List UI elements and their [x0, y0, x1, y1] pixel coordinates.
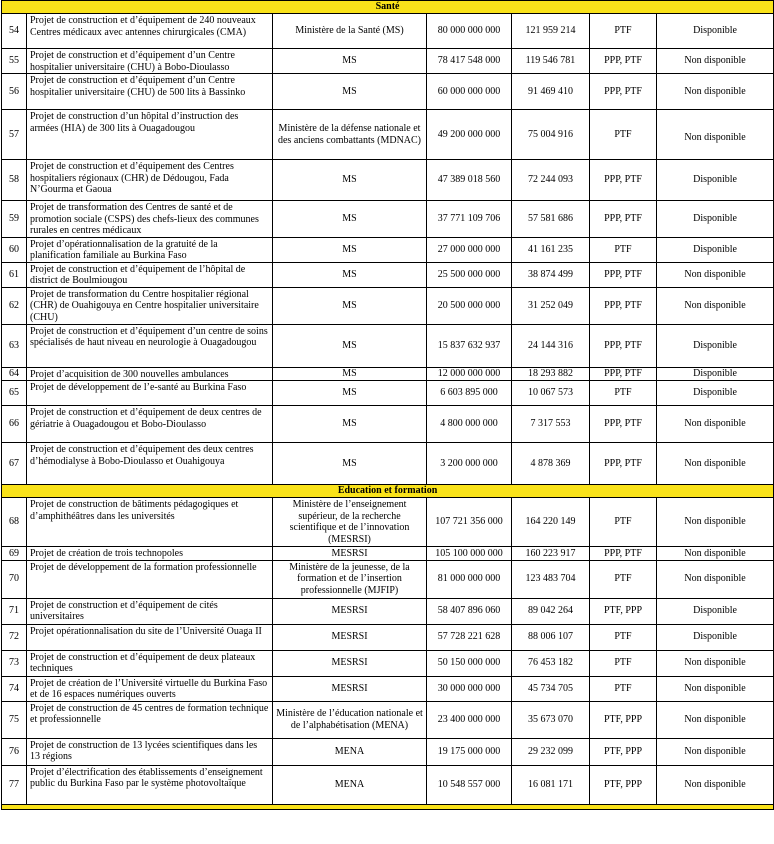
cost-eur: 41 161 235	[512, 237, 590, 262]
financing-mode: PPP, PTF	[590, 406, 657, 443]
project-name: Projet de création de trois technopoles	[27, 547, 273, 561]
project-name: Projet de construction et d’équipement des deux centres d’hémodialyse à Bobo-Dioulasso et Ouahigouya	[27, 443, 273, 485]
cost-fcfa: 20 500 000 000	[427, 287, 512, 324]
cost-eur: 18 293 882	[512, 367, 590, 381]
project-name: Projet de transformation du Centre hospitalier régional (CHR) de Ouahigouya en Centre hospitalier universitaire (CHU)	[27, 287, 273, 324]
section-title-cut	[2, 804, 774, 809]
row-number: 67	[2, 443, 27, 485]
financing-mode: PTF, PPP	[590, 765, 657, 804]
project-name: Projet de construction et d’équipement de cités universitaires	[27, 598, 273, 624]
study-status: Non disponible	[657, 262, 774, 287]
table-row	[2, 110, 774, 160]
agency-name: Ministère de l’éducation nationale et de l’alphabétisation (MENA)	[273, 701, 427, 738]
project-name: Projet de construction et d’équipement d’un Centre hospitalier universitaire (CHU) à Bobo-Dioulasso	[27, 49, 273, 74]
table-row	[2, 547, 774, 561]
row-number: 60	[2, 237, 27, 262]
table-row	[2, 650, 774, 676]
cost-eur: 72 244 093	[512, 160, 590, 201]
project-name: Projet de développement de l’e-santé au Burkina Faso	[27, 381, 273, 406]
study-status: Non disponible	[657, 738, 774, 765]
cost-fcfa: 6 603 895 000	[427, 381, 512, 406]
cost-fcfa: 15 837 632 937	[427, 324, 512, 367]
cost-fcfa: 50 150 000 000	[427, 650, 512, 676]
table-row	[2, 624, 774, 650]
cost-eur: 160 223 917	[512, 547, 590, 561]
row-number: 62	[2, 287, 27, 324]
cost-fcfa: 23 400 000 000	[427, 701, 512, 738]
project-name: Projet de construction et d’équipement de deux plateaux techniques	[27, 650, 273, 676]
table-row	[2, 443, 774, 485]
cost-fcfa: 81 000 000 000	[427, 560, 512, 598]
table-row	[2, 598, 774, 624]
study-status: Non disponible	[657, 406, 774, 443]
project-name: Projet de transformation des Centres de santé et de promotion sociale (CSPS) des chefs-lieux des communes rurales en centres médicaux	[27, 201, 273, 238]
table-row	[2, 560, 774, 598]
project-name: Projet de construction de 13 lycées scientifiques dans les 13 régions	[27, 738, 273, 765]
row-number: 77	[2, 765, 27, 804]
row-number: 61	[2, 262, 27, 287]
study-status: Non disponible	[657, 701, 774, 738]
financing-mode: PPP, PTF	[590, 74, 657, 110]
row-number: 56	[2, 74, 27, 110]
table-row	[2, 237, 774, 262]
row-number: 69	[2, 547, 27, 561]
section-title: Santé	[2, 1, 774, 14]
study-status: Non disponible	[657, 765, 774, 804]
financing-mode: PTF, PPP	[590, 738, 657, 765]
study-status: Disponible	[657, 201, 774, 238]
cost-eur: 91 469 410	[512, 74, 590, 110]
agency-name: MENA	[273, 765, 427, 804]
cost-eur: 38 874 499	[512, 262, 590, 287]
financing-mode: PPP, PTF	[590, 443, 657, 485]
cost-eur: 31 252 049	[512, 287, 590, 324]
study-status: Non disponible	[657, 676, 774, 701]
row-number: 66	[2, 406, 27, 443]
agency-name: MENA	[273, 738, 427, 765]
study-status: Non disponible	[657, 560, 774, 598]
cost-fcfa: 12 000 000 000	[427, 367, 512, 381]
project-name: Projet d’électrification des établissements d’enseignement public du Burkina Faso par le système photovoltaïque	[27, 765, 273, 804]
agency-name: Ministère de la jeunesse, de la formation et de l’insertion professionnelle (MJFIP)	[273, 560, 427, 598]
row-number: 75	[2, 701, 27, 738]
project-name: Projet de construction de bâtiments pédagogiques et d’amphithéâtres dans les universités	[27, 498, 273, 547]
agency-name: MESRSI	[273, 624, 427, 650]
study-status: Non disponible	[657, 498, 774, 547]
cost-eur: 123 483 704	[512, 560, 590, 598]
row-number: 76	[2, 738, 27, 765]
cost-eur: 88 006 107	[512, 624, 590, 650]
table-row	[2, 262, 774, 287]
study-status: Disponible	[657, 324, 774, 367]
project-name: Projet de construction et d’équipement de deux centres de gériatrie à Ouagadougou et Bobo-Dioulasso	[27, 406, 273, 443]
cost-eur: 24 144 316	[512, 324, 590, 367]
agency-name: MS	[273, 237, 427, 262]
financing-mode: PTF	[590, 676, 657, 701]
table-body	[2, 1, 774, 810]
financing-mode: PPP, PTF	[590, 262, 657, 287]
financing-mode: PPP, PTF	[590, 201, 657, 238]
cost-fcfa: 58 407 896 060	[427, 598, 512, 624]
financing-mode: PPP, PTF	[590, 324, 657, 367]
agency-name: MS	[273, 49, 427, 74]
agency-name: MS	[273, 201, 427, 238]
table-row	[2, 287, 774, 324]
project-name: Projet de développement de la formation professionnelle	[27, 560, 273, 598]
agency-name: MS	[273, 160, 427, 201]
row-number: 64	[2, 367, 27, 381]
row-number: 65	[2, 381, 27, 406]
cost-fcfa: 3 200 000 000	[427, 443, 512, 485]
cost-eur: 75 004 916	[512, 110, 590, 160]
agency-name: MESRSI	[273, 676, 427, 701]
row-number: 54	[2, 14, 27, 49]
cost-fcfa: 37 771 109 706	[427, 201, 512, 238]
cost-eur: 4 878 369	[512, 443, 590, 485]
financing-mode: PPP, PTF	[590, 287, 657, 324]
table-row	[2, 406, 774, 443]
agency-name: MS	[273, 406, 427, 443]
agency-name: MESRSI	[273, 598, 427, 624]
agency-name: MS	[273, 324, 427, 367]
cost-fcfa: 107 721 356 000	[427, 498, 512, 547]
study-status: Non disponible	[657, 74, 774, 110]
project-name: Projet de construction et d’équipement de l’hôpital de district de Boulmiougou	[27, 262, 273, 287]
cost-fcfa: 19 175 000 000	[427, 738, 512, 765]
table-row	[2, 367, 774, 381]
agency-name: MS	[273, 262, 427, 287]
table-row	[2, 498, 774, 547]
table-row	[2, 201, 774, 238]
row-number: 57	[2, 110, 27, 160]
financing-mode: PPP, PTF	[590, 160, 657, 201]
financing-mode: PTF	[590, 624, 657, 650]
agency-name: MS	[273, 367, 427, 381]
financing-mode: PTF	[590, 650, 657, 676]
study-status: Non disponible	[657, 49, 774, 74]
section-title: Education et formation	[2, 485, 774, 498]
project-name: Projet de construction et d’équipement d’un centre de soins spécialisés de haut niveau en neurologie à Ouagadougou	[27, 324, 273, 367]
study-status: Disponible	[657, 624, 774, 650]
cost-fcfa: 25 500 000 000	[427, 262, 512, 287]
agency-name: MS	[273, 443, 427, 485]
table-row	[2, 160, 774, 201]
project-name: Projet de construction et d’équipement des Centres hospitaliers régionaux (CHR) de Dédougou, Fada N’Gourma et Gaoua	[27, 160, 273, 201]
cost-eur: 164 220 149	[512, 498, 590, 547]
agency-name: Ministère de l’enseignement supérieur, de la recherche scientifique et de l’innovation (MESRSI)	[273, 498, 427, 547]
agency-name: Ministère de la Santé (MS)	[273, 14, 427, 49]
table-row	[2, 738, 774, 765]
study-status: Non disponible	[657, 443, 774, 485]
agency-name: MS	[273, 74, 427, 110]
agency-name: Ministère de la défense nationale et des anciens combattants (MDNAC)	[273, 110, 427, 160]
project-name: Projet d’acquisition de 300 nouvelles ambulances	[27, 367, 273, 381]
table-row	[2, 701, 774, 738]
agency-name: MS	[273, 287, 427, 324]
financing-mode: PTF	[590, 381, 657, 406]
cost-eur: 7 317 553	[512, 406, 590, 443]
row-number: 63	[2, 324, 27, 367]
study-status: Non disponible	[657, 110, 774, 160]
table-row	[2, 49, 774, 74]
financing-mode: PTF	[590, 498, 657, 547]
cost-fcfa: 49 200 000 000	[427, 110, 512, 160]
row-number: 71	[2, 598, 27, 624]
study-status: Non disponible	[657, 287, 774, 324]
cost-eur: 76 453 182	[512, 650, 590, 676]
table-row	[2, 14, 774, 49]
section-header-partial	[2, 804, 774, 809]
cost-eur: 29 232 099	[512, 738, 590, 765]
cost-fcfa: 30 000 000 000	[427, 676, 512, 701]
cost-fcfa: 60 000 000 000	[427, 74, 512, 110]
study-status: Disponible	[657, 381, 774, 406]
study-status: Disponible	[657, 14, 774, 49]
cost-fcfa: 57 728 221 628	[427, 624, 512, 650]
agency-name: MESRSI	[273, 650, 427, 676]
study-status: Non disponible	[657, 547, 774, 561]
agency-name: MS	[273, 381, 427, 406]
financing-mode: PTF, PPP	[590, 598, 657, 624]
row-number: 74	[2, 676, 27, 701]
cost-eur: 121 959 214	[512, 14, 590, 49]
cost-fcfa: 80 000 000 000	[427, 14, 512, 49]
study-status: Disponible	[657, 367, 774, 381]
row-number: 59	[2, 201, 27, 238]
agency-name: MESRSI	[273, 547, 427, 561]
section-header	[2, 1, 774, 14]
study-status: Disponible	[657, 160, 774, 201]
study-status: Disponible	[657, 598, 774, 624]
cost-fcfa: 78 417 548 000	[427, 49, 512, 74]
cost-eur: 10 067 573	[512, 381, 590, 406]
cost-eur: 35 673 070	[512, 701, 590, 738]
table-row	[2, 765, 774, 804]
section-header	[2, 485, 774, 498]
row-number: 68	[2, 498, 27, 547]
cost-eur: 119 546 781	[512, 49, 590, 74]
financing-mode: PTF	[590, 110, 657, 160]
financing-mode: PPP, PTF	[590, 547, 657, 561]
study-status: Non disponible	[657, 650, 774, 676]
financing-mode: PTF	[590, 14, 657, 49]
financing-mode: PPP, PTF	[590, 367, 657, 381]
cost-fcfa: 27 000 000 000	[427, 237, 512, 262]
project-name: Projet de construction et d’équipement de 240 nouveaux Centres médicaux avec antennes chirurgicales (CMA)	[27, 14, 273, 49]
financing-mode: PTF, PPP	[590, 701, 657, 738]
project-name: Projet de construction de 45 centres de formation technique et professionnelle	[27, 701, 273, 738]
project-name: Projet de construction et d’équipement d’un Centre hospitalier universitaire (CHU) de 500 lits à Bassinko	[27, 74, 273, 110]
table-row	[2, 74, 774, 110]
row-number: 55	[2, 49, 27, 74]
project-name: Projet d’opérationnalisation de la gratuité de la planification familiale au Burkina Faso	[27, 237, 273, 262]
project-name: Projet de construction d’un hôpital d’instruction des armées (HIA) de 300 lits à Ouagadougou	[27, 110, 273, 160]
cost-eur: 16 081 171	[512, 765, 590, 804]
cost-fcfa: 105 100 000 000	[427, 547, 512, 561]
row-number: 70	[2, 560, 27, 598]
cost-eur: 45 734 705	[512, 676, 590, 701]
cost-fcfa: 10 548 557 000	[427, 765, 512, 804]
project-name: Projet de création de l’Université virtuelle du Burkina Faso et de 16 espaces numériques ouverts	[27, 676, 273, 701]
financing-mode: PTF	[590, 560, 657, 598]
financing-mode: PPP, PTF	[590, 49, 657, 74]
cost-fcfa: 47 389 018 560	[427, 160, 512, 201]
cost-fcfa: 4 800 000 000	[427, 406, 512, 443]
row-number: 72	[2, 624, 27, 650]
project-name: Projet opérationnalisation du site de l’Université Ouaga II	[27, 624, 273, 650]
table-row	[2, 381, 774, 406]
projects-table	[1, 0, 774, 810]
financing-mode: PTF	[590, 237, 657, 262]
cost-eur: 57 581 686	[512, 201, 590, 238]
table-row	[2, 676, 774, 701]
table-row	[2, 324, 774, 367]
row-number: 58	[2, 160, 27, 201]
study-status: Disponible	[657, 237, 774, 262]
cost-eur: 89 042 264	[512, 598, 590, 624]
row-number: 73	[2, 650, 27, 676]
